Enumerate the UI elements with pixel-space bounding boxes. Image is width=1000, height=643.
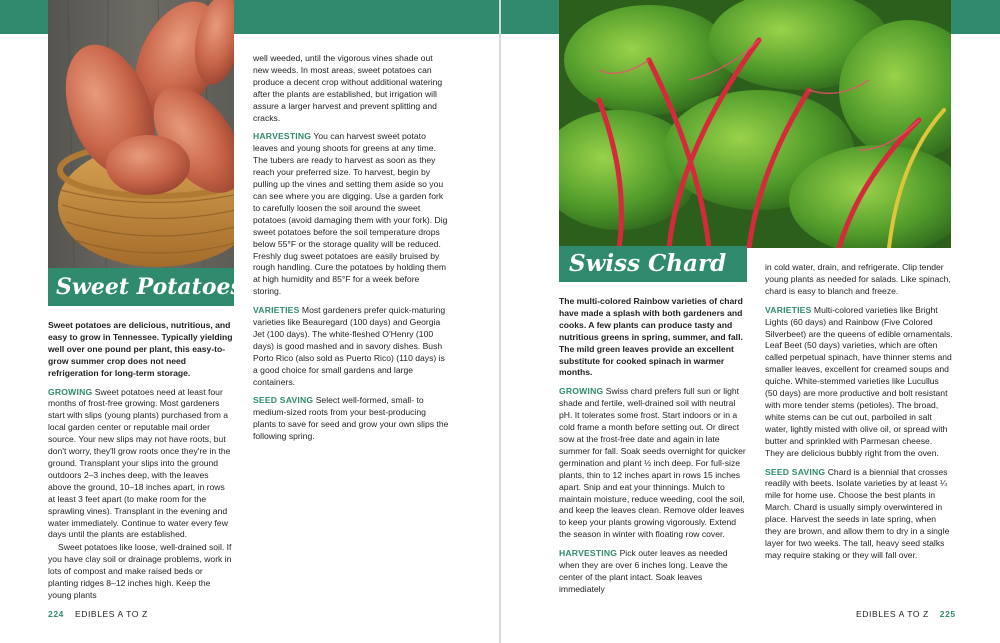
- growing-heading: GROWING: [559, 386, 604, 397]
- growing-heading: GROWING: [48, 386, 93, 397]
- left-folio: [48, 609, 148, 619]
- seed-saving-paragraph: [253, 395, 449, 443]
- harvesting-heading: HARVESTING: [253, 131, 312, 142]
- varieties-text: Multi-colored varieties like Bright Lights (60 days) and Rainbow (Five Colored Silverbeet) are the queens of edible ornamentals. Leaf Beet (50 days) varieties, which are often called perpetual spinach, have thinner stems and smaller leaves, excellent for creamed soups and quiche. White-stemmed varieties like Lucullus (50 days) are more productive and bolt resistant with more tender stems (petioles). The broad, white stems can be cut out, parboiled in salt water, lightly misted with olive oil, or spread with butter and sprinkled with Parmesan cheese. They are delicious bubbly right from the oven.: [765, 304, 953, 458]
- left-column-1: [48, 320, 234, 609]
- continued-paragraph: in cold water, drain, and refrigerate. Clip tender young plants as needed for salads. Like spinach, chard is easy to blanch and freeze.: [765, 262, 951, 296]
- continued-paragraph: well weeded, until the vigorous vines shade out new weeds. In most areas, sweet potatoes can produce a decent crop without additional watering after the plants are established, but irrigation will assure a larger harvest and prevent splitting and cracks.: [253, 53, 443, 123]
- seed-saving-paragraph: [765, 467, 953, 562]
- varieties-paragraph: [253, 305, 449, 388]
- varieties-text: Most gardeners prefer quick-maturing varieties like Beauregard (100 days) and Georgia Jet (100 days). The white-fleshed O'Henry (100 days) is good mashed and in savory dishes. Bush Porto Rico (also sold as Puerto Rico) (110 days) is a good choice for small gardens and large containers.: [253, 305, 446, 387]
- page-gutter: [499, 0, 501, 643]
- swiss-chard-photo: [559, 0, 951, 248]
- harvesting-paragraph: [559, 548, 749, 596]
- top-accent-bar: [0, 0, 48, 34]
- top-accent-bar: [234, 0, 499, 34]
- growing-text: Sweet potatoes need at least four months of frost-free growing. Most gardeners start with slips (young plants) purchased from a local garden center or reputable mail order source. Your new slips may not have roots, but don't worry, they'll grow roots once they're in the ground. Transplant your slips into the ground outdoors 2–3 inches deep, with the leaves above the ground, 10–18 inches apart, in rows at least 3 feet apart (to make room for the sprawling vines). Transplant in the evening and water immediately. Continue to water every few days until the plants are established.: [48, 386, 231, 540]
- harvesting-heading: HARVESTING: [559, 548, 618, 559]
- growing-paragraph-2: Sweet potatoes like loose, well-drained soil. If you have clay soil or drainage problems, work in lots of compost and make raised beds or planting ridges 8–12 inches high. Keep the young plants: [48, 542, 232, 600]
- page-title-sweet-potatoes: Sweet Potatoes: [48, 268, 234, 306]
- left-column-2: [253, 53, 449, 450]
- harvesting-text: Pick outer leaves as needed when they are over 6 inches long. Leave the center of the plant intact. Soak leaves immediately: [559, 548, 728, 594]
- page-title-swiss-chard: Swiss Chard: [559, 246, 747, 282]
- seed-saving-heading: SEED SAVING: [765, 466, 826, 477]
- growing-text: Swiss chard prefers full sun or light shade and fertile, well-drained soil with neutral pH. It tolerates some frost. Start indoors or in a cold frame a month before setting out. Or direct sow at the frost-free date and again in late summer for fall. Soak seeds overnight for quicker germination and plant ½ inch deep. For full-size plants, thin to 12 inches apart in rows 15 inches apart. Snip and eat your thinnings. Mulch to maintain moisture, reduce weeding, cool the soil, and keep the leaves clean. Remove older leaves to keep your plants growing vigorously. Extend the season in winter with floating row cover.: [559, 386, 746, 540]
- varieties-heading: VARIETIES: [253, 305, 300, 316]
- section-label-left: EDIBLES A TO Z: [74, 609, 148, 619]
- varieties-paragraph: [765, 305, 953, 460]
- right-folio: [856, 609, 956, 619]
- intro-paragraph: The multi-colored Rainbow varieties of chard have made a splash with both gardeners and cooks. A few plants can produce tasty and nutritious greens in spring, summer, and fall. The mild green leaves provide an excellent substitute for cooked spinach in warmer months.: [559, 296, 743, 378]
- swiss-chard-image: [559, 0, 951, 248]
- growing-paragraph: [48, 387, 234, 542]
- right-column-2: [765, 262, 953, 569]
- intro-paragraph: Sweet potatoes are delicious, nutritious, and easy to grow in Tennessee. Typically yielding well over one pound per plant, this easy-to-grow summer crop does not need refrigeration for long-term storage.: [48, 320, 233, 378]
- sweet-potatoes-image: [48, 0, 234, 268]
- top-accent-bar: [501, 0, 559, 34]
- sweet-potatoes-photo: [48, 0, 234, 268]
- harvesting-paragraph: [253, 131, 449, 298]
- top-accent-bar: [951, 0, 1000, 34]
- right-column-1: [559, 296, 749, 603]
- page-number-left: 224: [48, 609, 64, 619]
- varieties-heading: VARIETIES: [765, 304, 812, 315]
- seed-saving-text: Chard is a biennial that crosses readily with beets. Isolate varieties by at least ¼ mile for home use. Choose the best plants in March. Chard is usually simply overwintered in place. Harvest the seeds in late spring, when they are brown, and allow them to dry in a single layer for two weeks. The tall, heavy seed stalks may require staking or they will fall over.: [765, 466, 950, 560]
- harvesting-text: You can harvest sweet potato leaves and young shoots for greens at any time. The tubers are ready to harvest as soon as they reach your preferred size. To harvest, begin by pulling up the vines and setting them aside so you can see where you are digging. Use a garden fork to carefully loosen the soil around the sweet potatoes (avoid damaging them with your fork). Dig sweet potatoes before the soil temperature drops below 55°F or the storage quality will be reduced. Freshly dug sweet potatoes are easily bruised by rough handling. Cure the potatoes by holding them at high humidity and 85°F for a week before storing.: [253, 131, 448, 297]
- section-label-right: EDIBLES A TO Z: [856, 609, 929, 619]
- page-number-right: 225: [939, 609, 956, 619]
- growing-paragraph: [559, 386, 749, 541]
- seed-saving-heading: SEED SAVING: [253, 395, 314, 406]
- seed-saving-text: Select well-formed, small- to medium-sized roots from your best-producing plants to save for seed and grow your own slips the following spring.: [253, 395, 449, 442]
